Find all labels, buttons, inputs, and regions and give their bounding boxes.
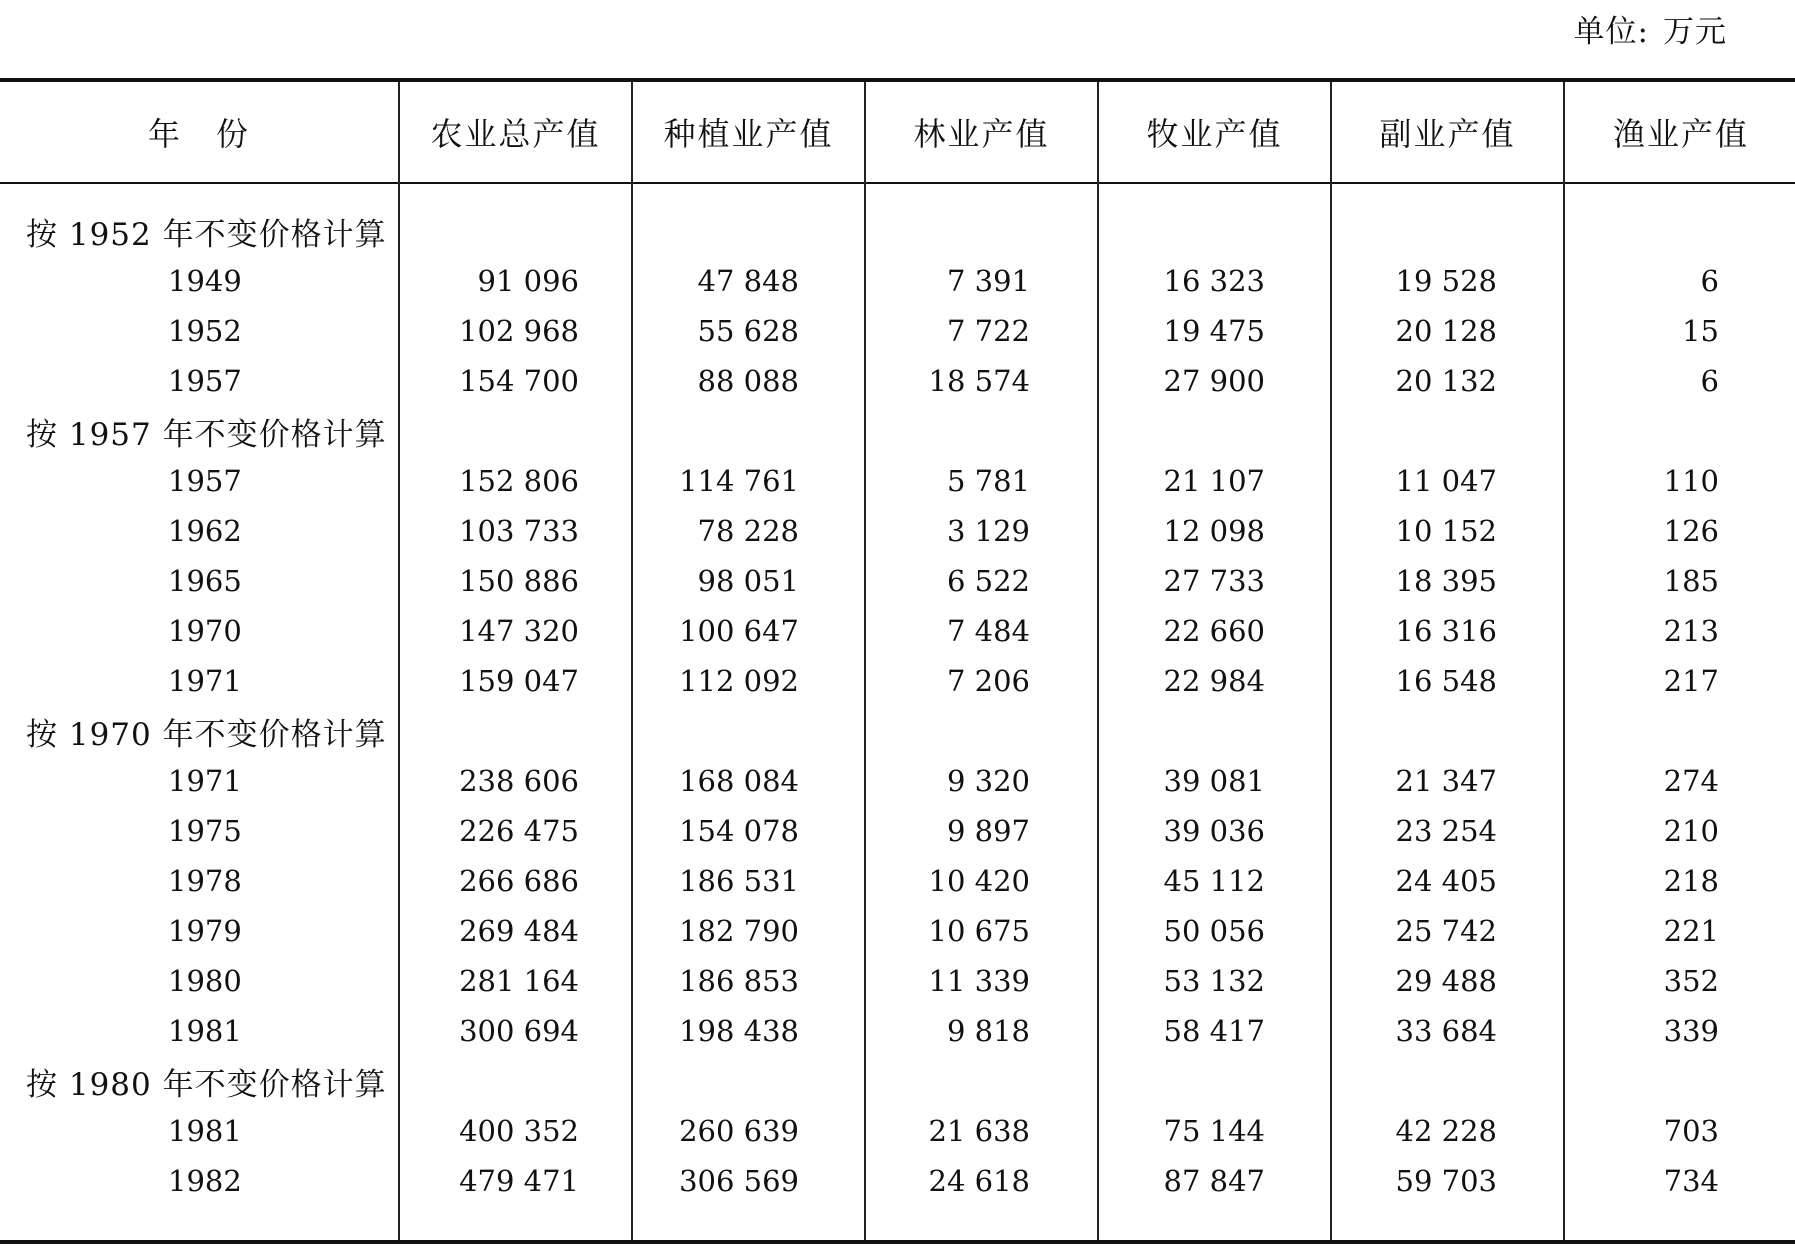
table-row bbox=[0, 256, 1795, 306]
year-cell: 1978 bbox=[168, 864, 242, 898]
empty-cell bbox=[1564, 706, 1795, 756]
empty-cell bbox=[865, 1056, 1098, 1106]
fishery-output-cell: 218 bbox=[1564, 856, 1795, 906]
empty-cell bbox=[1564, 1056, 1795, 1106]
sideline-output-cell: 11 047 bbox=[1331, 456, 1564, 506]
sideline-output-cell: 20 132 bbox=[1331, 356, 1564, 406]
empty-cell bbox=[399, 406, 632, 456]
total-output-cell: 103 733 bbox=[399, 506, 632, 556]
unit-label: 单位: bbox=[1573, 14, 1649, 50]
total-output-cell: 400 352 bbox=[399, 1106, 632, 1156]
header-total-output: 农业总产值 bbox=[399, 80, 632, 183]
fishery-output-cell: 221 bbox=[1564, 906, 1795, 956]
fishery-output-cell: 210 bbox=[1564, 806, 1795, 856]
total-output-cell: 300 694 bbox=[399, 1006, 632, 1056]
crop-output-cell: 78 228 bbox=[632, 506, 865, 556]
empty-cell bbox=[1331, 183, 1564, 256]
year-cell: 1982 bbox=[168, 1164, 242, 1198]
livestock-output-cell: 87 847 bbox=[1098, 1156, 1331, 1242]
group-title-row bbox=[0, 706, 1795, 756]
table-row bbox=[0, 1156, 1795, 1242]
forestry-output-cell: 24 618 bbox=[865, 1156, 1098, 1242]
crop-output-cell: 198 438 bbox=[632, 1006, 865, 1056]
forestry-output-cell: 6 522 bbox=[865, 556, 1098, 606]
crop-output-cell: 100 647 bbox=[632, 606, 865, 656]
crop-output-cell: 98 051 bbox=[632, 556, 865, 606]
group-title-row bbox=[0, 406, 1795, 456]
forestry-output-cell: 9 897 bbox=[865, 806, 1098, 856]
fishery-output-cell: 213 bbox=[1564, 606, 1795, 656]
empty-cell bbox=[865, 183, 1098, 256]
forestry-output-cell: 9 818 bbox=[865, 1006, 1098, 1056]
header-year: 年 份 bbox=[147, 115, 250, 153]
livestock-output-cell: 19 475 bbox=[1098, 306, 1331, 356]
table-row bbox=[0, 456, 1795, 506]
crop-output-cell: 88 088 bbox=[632, 356, 865, 406]
year-cell: 1981 bbox=[168, 1114, 242, 1148]
crop-output-cell: 55 628 bbox=[632, 306, 865, 356]
empty-cell bbox=[1098, 406, 1331, 456]
forestry-output-cell: 11 339 bbox=[865, 956, 1098, 1006]
livestock-output-cell: 16 323 bbox=[1098, 256, 1331, 306]
livestock-output-cell: 21 107 bbox=[1098, 456, 1331, 506]
fishery-output-cell: 274 bbox=[1564, 756, 1795, 806]
agricultural-output-table bbox=[0, 78, 1795, 1244]
crop-output-cell: 260 639 bbox=[632, 1106, 865, 1156]
sideline-output-cell: 16 548 bbox=[1331, 656, 1564, 706]
fishery-output-cell: 703 bbox=[1564, 1106, 1795, 1156]
group-title-row bbox=[0, 1056, 1795, 1106]
forestry-output-cell: 3 129 bbox=[865, 506, 1098, 556]
empty-cell bbox=[399, 1056, 632, 1106]
fishery-output-cell: 110 bbox=[1564, 456, 1795, 506]
empty-cell bbox=[632, 706, 865, 756]
table-row bbox=[0, 856, 1795, 906]
table-row bbox=[0, 356, 1795, 406]
year-cell: 1952 bbox=[168, 314, 242, 348]
price-basis-title: 按 1980 年不变价格计算 bbox=[26, 1066, 387, 1103]
forestry-output-cell: 10 420 bbox=[865, 856, 1098, 906]
table-row bbox=[0, 606, 1795, 656]
forestry-output-cell: 7 206 bbox=[865, 656, 1098, 706]
livestock-output-cell: 12 098 bbox=[1098, 506, 1331, 556]
forestry-output-cell: 7 722 bbox=[865, 306, 1098, 356]
total-output-cell: 269 484 bbox=[399, 906, 632, 956]
fishery-output-cell: 15 bbox=[1564, 306, 1795, 356]
year-cell: 1962 bbox=[168, 514, 242, 548]
header-livestock-output: 牧业产值 bbox=[1098, 80, 1331, 183]
total-output-cell: 479 471 bbox=[399, 1156, 632, 1242]
year-cell: 1980 bbox=[168, 964, 242, 998]
table-row bbox=[0, 656, 1795, 706]
empty-cell bbox=[399, 183, 632, 256]
crop-output-cell: 182 790 bbox=[632, 906, 865, 956]
livestock-output-cell: 22 984 bbox=[1098, 656, 1331, 706]
header-fishery-output: 渔业产值 bbox=[1564, 80, 1795, 183]
sideline-output-cell: 21 347 bbox=[1331, 756, 1564, 806]
crop-output-cell: 112 092 bbox=[632, 656, 865, 706]
group-title-row bbox=[0, 183, 1795, 256]
livestock-output-cell: 27 900 bbox=[1098, 356, 1331, 406]
year-cell: 1979 bbox=[168, 914, 242, 948]
forestry-output-cell: 18 574 bbox=[865, 356, 1098, 406]
sideline-output-cell: 25 742 bbox=[1331, 906, 1564, 956]
crop-output-cell: 114 761 bbox=[632, 456, 865, 506]
empty-cell bbox=[1098, 1056, 1331, 1106]
header-sideline-output: 副业产值 bbox=[1331, 80, 1564, 183]
table-row bbox=[0, 756, 1795, 806]
table-row bbox=[0, 956, 1795, 1006]
year-cell: 1970 bbox=[168, 614, 242, 648]
livestock-output-cell: 53 132 bbox=[1098, 956, 1331, 1006]
forestry-output-cell: 21 638 bbox=[865, 1106, 1098, 1156]
empty-cell bbox=[1098, 183, 1331, 256]
livestock-output-cell: 58 417 bbox=[1098, 1006, 1331, 1056]
empty-cell bbox=[1331, 406, 1564, 456]
empty-cell bbox=[1564, 406, 1795, 456]
total-output-cell: 147 320 bbox=[399, 606, 632, 656]
fishery-output-cell: 217 bbox=[1564, 656, 1795, 706]
empty-cell bbox=[632, 1056, 865, 1106]
crop-output-cell: 186 853 bbox=[632, 956, 865, 1006]
sideline-output-cell: 24 405 bbox=[1331, 856, 1564, 906]
fishery-output-cell: 6 bbox=[1564, 256, 1795, 306]
crop-output-cell: 306 569 bbox=[632, 1156, 865, 1242]
livestock-output-cell: 75 144 bbox=[1098, 1106, 1331, 1156]
header-crop-output: 种植业产值 bbox=[632, 80, 865, 183]
empty-cell bbox=[632, 183, 865, 256]
livestock-output-cell: 45 112 bbox=[1098, 856, 1331, 906]
sideline-output-cell: 16 316 bbox=[1331, 606, 1564, 656]
forestry-output-cell: 7 484 bbox=[865, 606, 1098, 656]
sideline-output-cell: 23 254 bbox=[1331, 806, 1564, 856]
livestock-output-cell: 39 081 bbox=[1098, 756, 1331, 806]
sideline-output-cell: 18 395 bbox=[1331, 556, 1564, 606]
sideline-output-cell: 59 703 bbox=[1331, 1156, 1564, 1242]
year-cell: 1975 bbox=[168, 814, 242, 848]
total-output-cell: 159 047 bbox=[399, 656, 632, 706]
total-output-cell: 150 886 bbox=[399, 556, 632, 606]
price-basis-title: 按 1957 年不变价格计算 bbox=[26, 416, 387, 453]
unit-note bbox=[1574, 10, 1727, 54]
price-basis-title: 按 1952 年不变价格计算 bbox=[26, 216, 387, 253]
sideline-output-cell: 10 152 bbox=[1331, 506, 1564, 556]
total-output-cell: 152 806 bbox=[399, 456, 632, 506]
header-row bbox=[0, 80, 1795, 183]
empty-cell bbox=[1331, 706, 1564, 756]
empty-cell bbox=[632, 406, 865, 456]
table-row bbox=[0, 906, 1795, 956]
year-cell: 1965 bbox=[168, 564, 242, 598]
empty-cell bbox=[1564, 183, 1795, 256]
sideline-output-cell: 29 488 bbox=[1331, 956, 1564, 1006]
unit-value: 万元 bbox=[1663, 14, 1727, 50]
fishery-output-cell: 6 bbox=[1564, 356, 1795, 406]
total-output-cell: 266 686 bbox=[399, 856, 632, 906]
price-basis-title: 按 1970 年不变价格计算 bbox=[26, 716, 387, 753]
empty-cell bbox=[865, 406, 1098, 456]
year-cell: 1957 bbox=[168, 464, 242, 498]
table-row bbox=[0, 806, 1795, 856]
forestry-output-cell: 9 320 bbox=[865, 756, 1098, 806]
forestry-output-cell: 7 391 bbox=[865, 256, 1098, 306]
table-row bbox=[0, 306, 1795, 356]
livestock-output-cell: 50 056 bbox=[1098, 906, 1331, 956]
year-cell: 1981 bbox=[168, 1014, 242, 1048]
sideline-output-cell: 42 228 bbox=[1331, 1106, 1564, 1156]
crop-output-cell: 186 531 bbox=[632, 856, 865, 906]
total-output-cell: 226 475 bbox=[399, 806, 632, 856]
livestock-output-cell: 27 733 bbox=[1098, 556, 1331, 606]
table-row bbox=[0, 556, 1795, 606]
empty-cell bbox=[865, 706, 1098, 756]
forestry-output-cell: 5 781 bbox=[865, 456, 1098, 506]
sideline-output-cell: 33 684 bbox=[1331, 1006, 1564, 1056]
table-body bbox=[0, 183, 1795, 1242]
crop-output-cell: 168 084 bbox=[632, 756, 865, 806]
year-cell: 1971 bbox=[168, 664, 242, 698]
year-cell: 1957 bbox=[168, 364, 242, 398]
total-output-cell: 154 700 bbox=[399, 356, 632, 406]
empty-cell bbox=[1331, 1056, 1564, 1106]
sideline-output-cell: 20 128 bbox=[1331, 306, 1564, 356]
fishery-output-cell: 734 bbox=[1564, 1156, 1795, 1242]
table-row bbox=[0, 506, 1795, 556]
year-cell: 1971 bbox=[168, 764, 242, 798]
header-forestry-output: 林业产值 bbox=[865, 80, 1098, 183]
fishery-output-cell: 185 bbox=[1564, 556, 1795, 606]
crop-output-cell: 47 848 bbox=[632, 256, 865, 306]
livestock-output-cell: 39 036 bbox=[1098, 806, 1331, 856]
empty-cell bbox=[1098, 706, 1331, 756]
livestock-output-cell: 22 660 bbox=[1098, 606, 1331, 656]
fishery-output-cell: 352 bbox=[1564, 956, 1795, 1006]
sideline-output-cell: 19 528 bbox=[1331, 256, 1564, 306]
total-output-cell: 102 968 bbox=[399, 306, 632, 356]
fishery-output-cell: 339 bbox=[1564, 1006, 1795, 1056]
forestry-output-cell: 10 675 bbox=[865, 906, 1098, 956]
total-output-cell: 91 096 bbox=[399, 256, 632, 306]
total-output-cell: 238 606 bbox=[399, 756, 632, 806]
total-output-cell: 281 164 bbox=[399, 956, 632, 1006]
table-row bbox=[0, 1006, 1795, 1056]
table-row bbox=[0, 1106, 1795, 1156]
empty-cell bbox=[399, 706, 632, 756]
year-cell: 1949 bbox=[168, 264, 242, 298]
crop-output-cell: 154 078 bbox=[632, 806, 865, 856]
fishery-output-cell: 126 bbox=[1564, 506, 1795, 556]
